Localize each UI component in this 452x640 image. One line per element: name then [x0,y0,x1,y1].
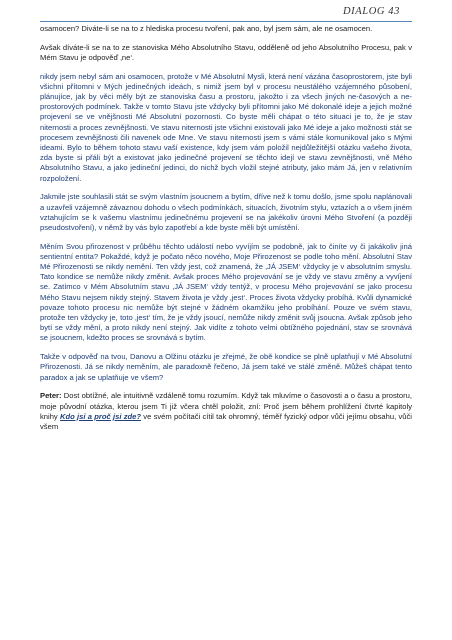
paragraph-4: Jakmile jste souhlasili stát se svým vlastním jsoucnem a bytím, dříve než k tomu došlo, jsme spolu naplánovali a uzavřeli vzájemně závaznou dohodu o všech podmínkách, situacích, životním stylu, vztazích a o všem jiném vztahujícím se k vašemu vlastnímu jedinečnému projevení se na jakékoliv úrovni Mého Stvoření (a později pseudostvoření), v němž by vás bylo zapotřebí a kde byste měli být umístění. [40,192,412,232]
header-divider [40,21,412,22]
book-title-link[interactable]: Kdo jsi a proč jsi zde? [60,411,142,421]
speaker-label: Peter: [40,391,62,401]
paragraph-7 [40,391,412,432]
paragraph-5: Měním Svou přirozenost v průběhu těchto událostí nebo vyvíjím se podobně, jak to činíte vy či jakákoliv jiná sentientní entita? Pokaždé, když je počato něco nového, Moje Přirozenost se podle toho mění. Absolutní Stav Mé Přirozenosti se nikdy nemění. Ten vždy jest, což znamená, že ‚JÁ JSEM‘ vždycky je v absolutním smyslu. Tato kondice se nemůže nikdy změnit. Avšak proces Mého projevování se je vždy ve stavu změny a vyvíjení se. Zatímco v Mém Absolutním stavu ‚JÁ JSEM‘ vždy tentýž, v procesu Mého projevování se jako procesu Mého Stavu nejsem nikdy stejný. Stavem života je vždy ‚jest‘. Proces života vždycky probíhá. Kvůli dynamické povaze tohoto procesu nic nemůže být stejné v žádném okamžiku jeho probíhání. Pouze ve svém stavu, protože ten vždycky je, toto ‚jest‘ tím, že je vždy jsoucí, nemůže nikdy změnit svůj jsoucna. Avšak způsob jeho bytí se vždy mění, a proto nikdy není stejný. Jak vidíte z tohoto velmi obtížného pojednání, stav se srovnává se jsoucnem, kdežto proces se srovnává s bytím. [40,241,412,343]
paragraph-7-text-end: ve svém počítači cítil tak ohromný, téměř fyzický odpor vůči jejímu obsahu, vůči všem [40,411,412,431]
paragraph-7-text: Dost obtížné, ale intuitivně vzdáleně tomu rozumím. Když tak mluvíme o časovosti a o času a prostoru, moje původní otázka, kterou jsem Ti již včera chtěl položit, zní: Proč jsem během prohlížení čtvrté kapitoly knihy [40,391,412,421]
paragraph-3: nikdy jsem nebyl sám ani osamocen, protože v Mé Absolutní Mysli, která není vázána časoprostorem, jste byli všichni přítomni v Mých jedinečných ideách, s nimiž jsem byl v procesu neustálého vzájemného působení, plánujíce, jak by věci měly být ze stanoviska času a prostoru, jakožto i za všech jiných ne-časových a ne-prostorových podmínek. Takže v tomto Stavu jste vždycky byli přítomni jako Mé dokonalé ideje a jejich možné projevení se ve vnějšnosti Mé Absolutní pozornosti. Co byste měli chápat o této situaci je to, že je stav niternosti a proces zevnějšnosti. Ve stavu niternosti jste všichni existovali jako Mé ideje a jako možnosti stát se procesem zevnějšnosti čili navenek ode Mne. Ve stavu niternosti jsem s vámi stále komunikoval jako s Mými ideami. Bylo to během tohoto stavu vaší existence, kdy jsem vám položil nejdůležitější otázku vašeho života, zda byste si přáli být a existovat jako jedinečné projevení se těchto idejí ve stavu zevnějšnosti, vně Mého Absolutního Stavu, a jako jedineční jedinci, do nichž bych vložil stejné atributy, jako mám Já, jen v relativním rozpoložení. [40,71,412,183]
document-body [40,24,412,441]
running-header-title: DIALOG 43 [342,6,400,17]
paragraph-2: Avšak díváte-li se na to ze stanoviska Mého Absolutního Stavu, odděleně od jeho Absolutního Procesu, pak v Mém Stavu je odpověď ‚ne‘. [40,42,412,62]
paragraph-6: Takže v odpověď na tvou, Danovu a Olžinu otázku je zřejmé, že obě kondice se plně uplatňují v Mé Absolutní Přirozenosti. Já se nikdy neměním, ale paradoxně řečeno, Já jsem také ve stálé změně. Můžeš chápat tento paradox a jak se uplatňuje ve všem? [40,352,412,382]
paragraph-1: osamocen? Diváte-li se na to z hlediska procesu tvoření, pak ano, byl jsem sám, ale ne osamocen. [40,24,373,33]
